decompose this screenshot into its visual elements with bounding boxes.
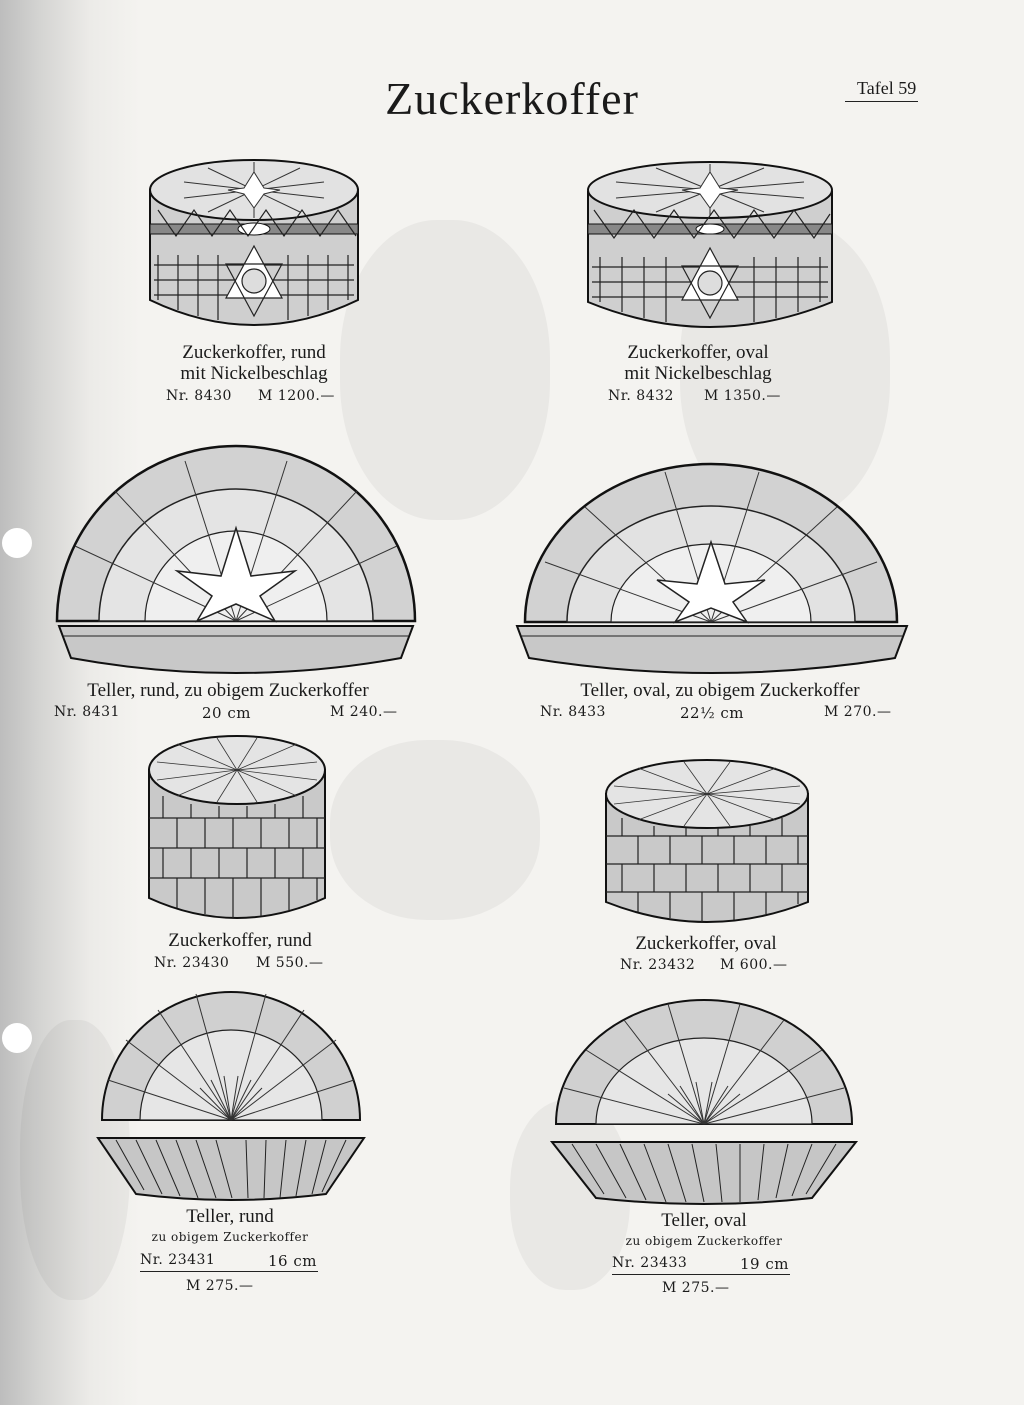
number-size-row: [140, 1252, 318, 1272]
oval-faceted-plate-illustration: [550, 994, 858, 1206]
caption-8433: Teller, oval, zu obigem Zuckerkoffer: [580, 680, 860, 701]
bleed-through-shape: [330, 740, 540, 920]
item-price: M 275.—: [186, 1278, 254, 1294]
punch-hole: [2, 1023, 32, 1053]
item-size: 22½ cm: [680, 704, 745, 722]
number-size-row: [612, 1255, 790, 1275]
round-sugar-box-illustration: [148, 150, 360, 340]
caption-title: Zuckerkoffer, rund: [182, 342, 326, 363]
item-price: M 1350.—: [704, 388, 781, 404]
oval-plate-illustration: [515, 452, 909, 686]
item-price: M 600.—: [720, 957, 788, 973]
caption-subtitle: mit Nickelbeschlag: [180, 363, 328, 384]
item-number: Nr. 23431: [140, 1252, 216, 1268]
item-price: M 550.—: [256, 955, 324, 971]
caption-title: Zuckerkoffer, oval: [627, 342, 769, 363]
oval-faceted-box-illustration: [604, 756, 810, 934]
caption-23430: Zuckerkoffer, rund: [168, 930, 312, 951]
item-number: Nr. 8431: [54, 704, 120, 720]
caption-23432: Zuckerkoffer, oval: [635, 933, 777, 954]
item-number: Nr. 8433: [540, 704, 606, 720]
caption-23433: [604, 1210, 804, 1252]
plate-number: Tafel 59: [845, 78, 918, 102]
round-faceted-plate-illustration: [96, 980, 366, 1202]
caption-subtitle: mit Nickelbeschlag: [624, 363, 772, 384]
item-price: M 1200.—: [258, 388, 335, 404]
caption-title: Teller, oval: [661, 1210, 747, 1231]
oval-sugar-box-illustration: [586, 152, 834, 340]
item-size: 16 cm: [268, 1252, 317, 1270]
round-plate-illustration: [55, 436, 417, 686]
caption-subtitle: zu obigem Zuckerkoffer: [151, 1230, 309, 1244]
punch-hole: [2, 528, 32, 558]
item-number: Nr. 8432: [608, 388, 674, 404]
item-number: Nr. 8430: [166, 388, 232, 404]
page-title: Zuckerkoffer: [385, 73, 639, 124]
caption-23431: [130, 1206, 330, 1248]
item-number: Nr. 23432: [620, 957, 696, 973]
item-price: M 240.—: [330, 704, 398, 720]
caption-title: Teller, rund: [186, 1206, 274, 1227]
item-number: Nr. 23433: [612, 1255, 688, 1271]
caption-8432: [582, 342, 814, 384]
item-price: M 275.—: [662, 1280, 730, 1296]
caption-8431: Teller, rund, zu obigem Zuckerkoffer: [87, 680, 369, 701]
caption-subtitle: zu obigem Zuckerkoffer: [625, 1234, 783, 1248]
item-size: 19 cm: [740, 1255, 789, 1273]
item-number: Nr. 23430: [154, 955, 230, 971]
round-faceted-box-illustration: [147, 732, 327, 930]
item-price: M 270.—: [824, 704, 892, 720]
item-size: 20 cm: [202, 704, 251, 722]
caption-8430: [138, 342, 370, 384]
